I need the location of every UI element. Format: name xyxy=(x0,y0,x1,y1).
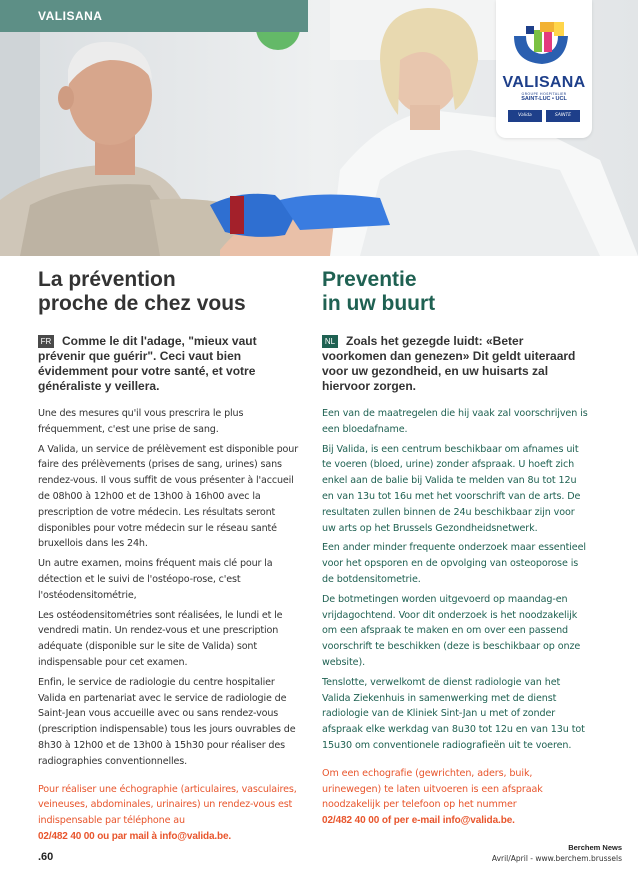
title-dutch xyxy=(322,268,590,316)
contact-dutch[interactable]: 02/482 40 00 of per e-mail info@valida.be. xyxy=(322,815,515,827)
valisana-emblem-icon xyxy=(496,0,592,70)
lang-badge-nl: NL xyxy=(322,335,338,348)
paragraph-nl-4: De botmetingen worden uitgevoerd op maandag-en vrijdagochtend. Voor dit onderzoek is het noodzakelijk om een afspraak te maken en om over een passend voorschrift te beschikken (deze is beschikbaar op onze website). xyxy=(322,593,581,668)
paragraph-fr-5: Enfin, le service de radiologie du centre hospitalier Valida en partenariat avec le service de radiologie de Saint-Jean vous accueille avec ou sans rendez-vous (prescription indispensable) tous les jours ouvrables de 8h30 à 12h00 et de 13h00 à 15h30 pour réaliser des radiographies conventionnelles. xyxy=(38,676,296,767)
lead-french xyxy=(38,334,304,394)
hero-photo xyxy=(0,0,638,256)
logo-badge-sainte: SAINTE xyxy=(546,110,580,122)
logo-name: VALISANA xyxy=(502,74,586,91)
footer-publication xyxy=(492,843,622,863)
publication-title: Berchem News xyxy=(568,843,622,852)
paragraph-nl-2: Bij Valida, is een centrum beschikbaar om afnames uit te voeren (bloed, urine) zonder afspraak. U hoeft zich enkel aan de balie bij Valida te melden van 8u tot 12u en van 13u tot 16u met het voorschrift van de arts. De resultaten zullen binnen de 24u beschikbaar zijn voor uw arts op het Brussels Gezondheidsnetwerk. xyxy=(322,443,581,534)
cta-dutch xyxy=(322,766,590,829)
paragraph-fr-4: Les ostéodensitométries sont réalisées, le lundi et le vendredi matin. Un rendez-vous et une prescription adéquate (disponible sur le site de Valida) sont indispensable pour cet examen. xyxy=(38,609,283,668)
column-dutch xyxy=(322,268,590,833)
column-french xyxy=(38,268,304,849)
title-french-line-1: La prévention xyxy=(38,268,176,291)
publication-issue: Avril/April - www.berchem.brussels xyxy=(491,854,622,863)
logo-subline-group: GROUPE HOSPITALIER xyxy=(521,92,567,96)
paragraph-fr-2: A Valida, un service de prélèvement est disponible pour faire des prélèvements (prises de sang, urines) sans rendez-vous. Il vous suffit de vous présenter à l'accueil de 08h00 à 12h00 et de 13h00 à 16h00 avec la prescription de votre médecin. Les résultats seront disponibles pour votre médecin sur le réseau santé bruxellois dans les 24h. xyxy=(38,443,298,550)
title-dutch-line-2: in uw buurt xyxy=(322,292,436,315)
paragraph-fr-1: Une des mesures qu'il vous prescrira le plus fréquemment, c'est une prise de sang. xyxy=(38,408,244,435)
logo-subline-saint-luc: SAINT-LUC • UCL xyxy=(521,96,567,102)
section-tag: VALISANA xyxy=(0,0,308,32)
paragraph-nl-1: Een van de maatregelen die hij vaak zal voorschrijven is een bloedafname. xyxy=(322,408,588,435)
lang-badge-fr: FR xyxy=(38,335,54,348)
lead-dutch xyxy=(322,334,590,394)
cta-french-text: Pour réaliser une échographie (articulaires, vasculaires, veineuses, abdominales, urinaires) un rendez-vous est indispensable par téléphone au xyxy=(38,783,297,827)
lead-dutch-text: Zoals het gezegde luidt: «Beter voorkomen dan genezen» Dit geldt uiteraard voor uw gezondheid, en uw huisarts zal hiervoor zorgen. xyxy=(322,334,576,393)
page-number: .60 xyxy=(38,851,54,863)
lead-french-text: Comme le dit l'adage, "mieux vaut prévenir que guérir". Ceci vaut bien évidemment pour votre santé, et votre généraliste y veillera. xyxy=(38,334,257,393)
cta-french xyxy=(38,782,304,845)
title-french xyxy=(38,268,304,316)
contact-french[interactable]: 02/482 40 00 ou par mail à info@valida.be. xyxy=(38,830,231,842)
title-dutch-line-1: Preventie xyxy=(322,268,417,291)
paragraph-fr-3: Un autre examen, moins fréquent mais clé pour la détection et le suivi de l'ostéopo-rose, c'est l'ostéodensitométrie, xyxy=(38,558,273,601)
cta-dutch-text: Om een echografie (gewrichten, aders, buik, urinewegen) te laten uitvoeren is een afspraak noodzakelijk per telefoon op het nummer xyxy=(322,767,543,811)
paragraph-nl-5: Tenslotte, verwelkomt de dienst radiologie van het Valida Ziekenhuis in samenwerking met de dienst radiologie van de Kliniek Sint-Jan u met of zonder afspraak elke werkdag van 8u30 tot 12u en van 13u tot 15u30 om conventionele radiografieën uit te voeren. xyxy=(322,676,585,751)
paragraph-nl-3: Een ander minder frequente onderzoek maar essentieel voor het opsporen en de opvolging van osteoporose is de botdensitometrie. xyxy=(322,542,586,585)
valisana-logo xyxy=(496,0,592,138)
title-french-line-2: proche de chez vous xyxy=(38,292,246,315)
logo-badge-valida: Valida xyxy=(508,110,542,122)
